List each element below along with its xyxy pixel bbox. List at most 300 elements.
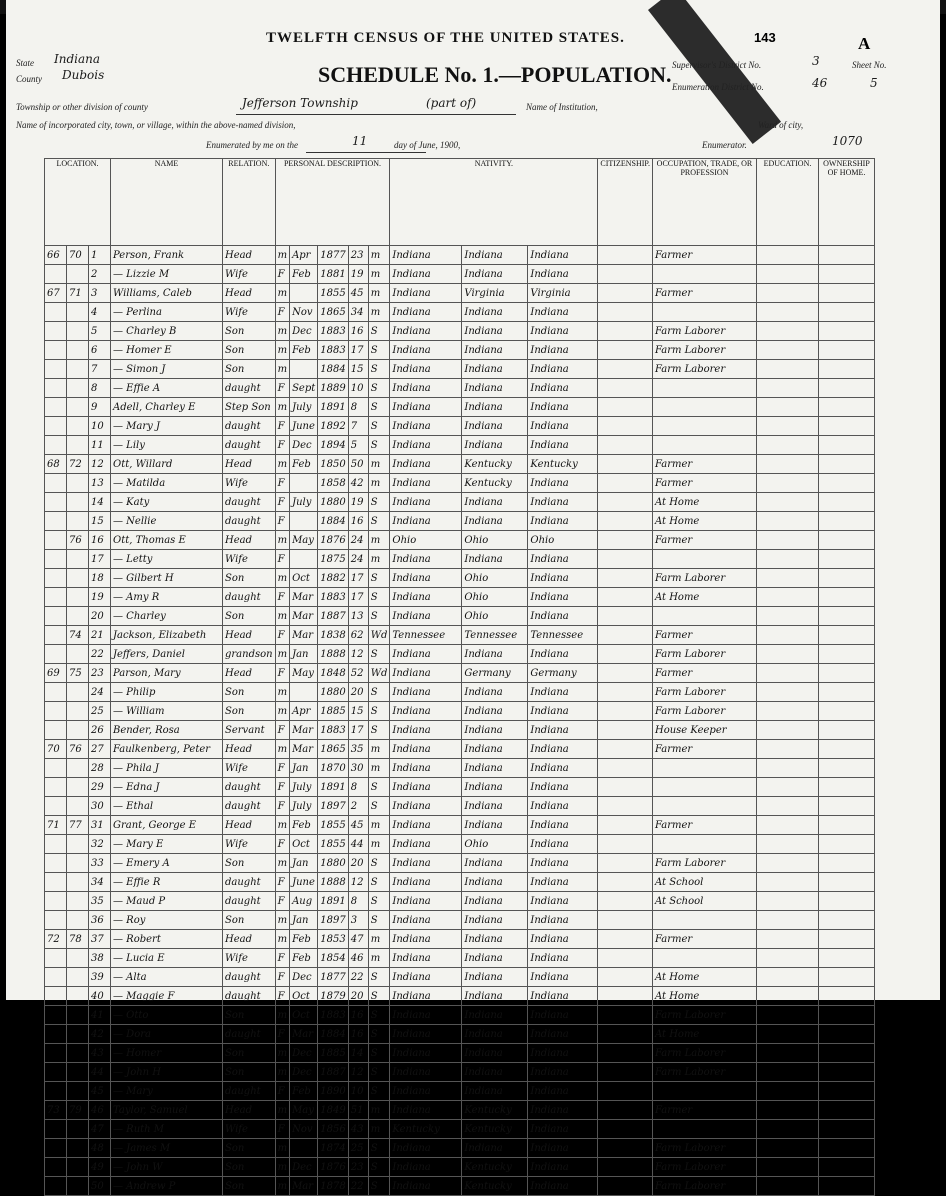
cell-mo: Mar [290,721,318,740]
cell-own [818,588,874,607]
cell-rel: daught [223,417,276,436]
ward-label: Ward of city, [758,120,804,130]
cell-occ [652,265,756,284]
cell-occ: At School [652,873,756,892]
cell-edu [756,1025,818,1044]
cell-mo: July [290,778,318,797]
cell-no: 26 [89,721,111,740]
cell-age: 15 [348,360,368,379]
cell-dw [45,797,67,816]
cell-fam [67,854,89,873]
cell-age: 16 [348,512,368,531]
table-row [45,854,875,873]
cell-sex: F [275,417,289,436]
cell-bp: Indiana [390,341,462,360]
table-row [45,1006,875,1025]
cell-mbp: Indiana [528,645,598,664]
cell-fbp: Indiana [462,436,528,455]
cell-rel: Head [223,930,276,949]
cell-edu [756,436,818,455]
cell-edu [756,835,818,854]
cell-edu [756,1082,818,1101]
cell-bp: Indiana [390,322,462,341]
cell-dw: 71 [45,816,67,835]
cell-no: 11 [89,436,111,455]
cell-age: 45 [348,816,368,835]
cell-sex: F [275,1025,289,1044]
cell-sex: F [275,797,289,816]
cell-fam [67,588,89,607]
cell-mbp: Germany [528,664,598,683]
cell-rel: Head [223,531,276,550]
cell-mo: Sept [290,379,318,398]
cell-age: 22 [348,1177,368,1196]
cell-rel: Wife [223,759,276,778]
cell-yr: 1884 [318,360,348,379]
cell-mo: Dec [290,1158,318,1177]
cell-yr: 1855 [318,835,348,854]
cell-fbp: Indiana [462,360,528,379]
header-education: EDUCATION. [756,159,818,246]
cell-bp: Indiana [390,1082,462,1101]
cell-own [818,455,874,474]
cell-ms: S [368,873,390,892]
cell-yr: 1879 [318,987,348,1006]
cell-name: Williams, Caleb [111,284,223,303]
cell-no: 47 [89,1120,111,1139]
cell-fbp: Tennessee [462,626,528,645]
cell-sex: F [275,493,289,512]
cell-fam [67,1082,89,1101]
cell-mbp: Indiana [528,1177,598,1196]
cell-sex: m [275,284,289,303]
cell-ms: S [368,1006,390,1025]
cell-mo: Feb [290,455,318,474]
cell-bp: Indiana [390,797,462,816]
cell-bp: Indiana [390,892,462,911]
cell-mo: Oct [290,1006,318,1025]
cell-fam [67,702,89,721]
cell-age: 52 [348,664,368,683]
cell-ms: m [368,265,390,284]
cell-edu [756,968,818,987]
header-personal: PERSONAL DESCRIPTION. [275,159,390,246]
table-row [45,531,875,550]
cell-mbp: Indiana [528,1063,598,1082]
cell-dw [45,626,67,645]
cell-fbp: Indiana [462,949,528,968]
cell-bp: Indiana [390,645,462,664]
cell-occ [652,398,756,417]
cell-bp: Indiana [390,1158,462,1177]
cell-mo [290,512,318,531]
cell-fam: 75 [67,664,89,683]
cell-bp: Indiana [390,512,462,531]
cell-own [818,436,874,455]
cell-no: 24 [89,683,111,702]
cell-mo: Dec [290,1044,318,1063]
cell-yr: 1887 [318,607,348,626]
cell-fam: 76 [67,740,89,759]
cell-occ: Farm Laborer [652,341,756,360]
corner-note: 1070 [832,134,863,148]
cell-sex: F [275,303,289,322]
cell-fbp: Indiana [462,379,528,398]
cell-rel: daught [223,968,276,987]
table-row [45,284,875,303]
cell-own [818,607,874,626]
cell-bp: Indiana [390,474,462,493]
cell-edu [756,1006,818,1025]
cell-mbp: Tennessee [528,626,598,645]
cell-edu [756,854,818,873]
cell-age: 15 [348,702,368,721]
cell-yr: 1875 [318,550,348,569]
cell-yr: 1887 [318,1063,348,1082]
cell-occ [652,835,756,854]
cell-rel: Son [223,854,276,873]
cell-own [818,968,874,987]
cell-mbp: Virginia [528,284,598,303]
cell-ms: m [368,930,390,949]
cell-occ: Farmer [652,816,756,835]
cell-bp: Indiana [390,1139,462,1158]
cell-name: — John W [111,1158,223,1177]
table-row [45,303,875,322]
cell-bp: Indiana [390,854,462,873]
cell-fbp: Indiana [462,341,528,360]
cell-occ: Farm Laborer [652,1063,756,1082]
cell-ms: S [368,1082,390,1101]
cell-bp: Indiana [390,246,462,265]
cell-occ [652,436,756,455]
cell-cit [598,683,653,702]
cell-cit [598,398,653,417]
cell-age: 19 [348,493,368,512]
cell-mo: Aug [290,892,318,911]
population-table [44,158,875,1196]
cell-age: 8 [348,398,368,417]
cell-no: 2 [89,265,111,284]
cell-yr: 1883 [318,721,348,740]
table-row [45,569,875,588]
cell-fam [67,474,89,493]
cell-mo: Feb [290,1082,318,1101]
cell-sex: F [275,892,289,911]
cell-ms: m [368,474,390,493]
table-row [45,588,875,607]
cell-dw [45,360,67,379]
table-row [45,341,875,360]
cell-name: — Simon J [111,360,223,379]
cell-no: 7 [89,360,111,379]
cell-bp: Indiana [390,1101,462,1120]
cell-occ: Farmer [652,474,756,493]
cell-no: 15 [89,512,111,531]
cell-fam [67,1025,89,1044]
cell-own [818,930,874,949]
cell-fbp: Indiana [462,1006,528,1025]
cell-ms: S [368,588,390,607]
city-label: Name of incorporated city, town, or village, within the above-named division, [16,120,296,130]
cell-mbp: Indiana [528,360,598,379]
cell-ms: S [368,360,390,379]
cell-ms: S [368,436,390,455]
county-label: County [16,74,42,84]
cell-sex: F [275,436,289,455]
table-row [45,1025,875,1044]
cell-fam [67,645,89,664]
cell-rel: daught [223,1082,276,1101]
cell-sex: F [275,778,289,797]
table-row [45,873,875,892]
cell-occ: Farmer [652,455,756,474]
cell-mo: Feb [290,949,318,968]
cell-mo: Dec [290,1063,318,1082]
cell-mbp: Indiana [528,987,598,1006]
cell-cit [598,284,653,303]
cell-mbp: Indiana [528,1101,598,1120]
cell-fbp: Indiana [462,759,528,778]
cell-bp: Indiana [390,987,462,1006]
cell-mo: Dec [290,968,318,987]
cell-no: 28 [89,759,111,778]
cell-fbp: Ohio [462,835,528,854]
cell-edu [756,512,818,531]
cell-cit [598,474,653,493]
cell-dw [45,379,67,398]
cell-ms: S [368,911,390,930]
cell-name: Faulkenberg, Peter [111,740,223,759]
cell-occ: Farm Laborer [652,645,756,664]
table-row [45,436,875,455]
cell-bp: Indiana [390,683,462,702]
table-row [45,417,875,436]
cell-ms: S [368,493,390,512]
census-sheet [6,0,940,1192]
cell-own [818,664,874,683]
cell-own [818,1158,874,1177]
cell-fbp: Ohio [462,607,528,626]
cell-yr: 1892 [318,417,348,436]
cell-ms: S [368,569,390,588]
cell-rel: Head [223,284,276,303]
cell-mbp: Indiana [528,1025,598,1044]
cell-rel: Son [223,360,276,379]
cell-sex: F [275,265,289,284]
cell-sex: F [275,379,289,398]
cell-own [818,626,874,645]
cell-occ [652,949,756,968]
cell-occ: At School [652,892,756,911]
cell-rel: Wife [223,1120,276,1139]
cell-yr: 1858 [318,474,348,493]
cell-dw [45,1025,67,1044]
cell-occ: At Home [652,968,756,987]
cell-mo: Jan [290,854,318,873]
cell-own [818,721,874,740]
cell-own [818,417,874,436]
table-body [45,246,875,1196]
cell-fam: 70 [67,246,89,265]
cell-name: — Dora [111,1025,223,1044]
cell-edu [756,379,818,398]
cell-mbp: Indiana [528,778,598,797]
cell-rel: Wife [223,303,276,322]
cell-cit [598,987,653,1006]
cell-yr: 1884 [318,1025,348,1044]
cell-age: 16 [348,1025,368,1044]
cell-sex: m [275,360,289,379]
cell-edu [756,455,818,474]
cell-mbp: Indiana [528,759,598,778]
cell-fbp: Indiana [462,911,528,930]
cell-fam [67,683,89,702]
cell-edu [756,284,818,303]
cell-age: 24 [348,531,368,550]
cell-cit [598,664,653,683]
cell-no: 43 [89,1044,111,1063]
cell-sex: m [275,683,289,702]
cell-edu [756,1101,818,1120]
cell-bp: Indiana [390,778,462,797]
cell-age: 51 [348,1101,368,1120]
cell-occ: Farm Laborer [652,322,756,341]
cell-age: 20 [348,854,368,873]
cell-yr: 1874 [318,1139,348,1158]
cell-sex: m [275,246,289,265]
cell-occ: Farmer [652,626,756,645]
cell-cit [598,911,653,930]
cell-name: — Matilda [111,474,223,493]
cell-mbp: Indiana [528,968,598,987]
cell-fbp: Kentucky [462,1177,528,1196]
cell-fam [67,949,89,968]
cell-fam [67,778,89,797]
cell-yr: 1854 [318,949,348,968]
cell-ms: S [368,968,390,987]
cell-sex: F [275,949,289,968]
cell-no: 4 [89,303,111,322]
cell-cit [598,816,653,835]
cell-dw [45,1139,67,1158]
cell-no: 31 [89,816,111,835]
institution-label: Name of Institution, [526,102,598,112]
cell-rel: Wife [223,265,276,284]
cell-fbp: Indiana [462,417,528,436]
table-row [45,455,875,474]
cell-cit [598,1006,653,1025]
cell-sex: F [275,588,289,607]
cell-no: 32 [89,835,111,854]
cell-rel: Son [223,607,276,626]
cell-no: 40 [89,987,111,1006]
cell-fam [67,1006,89,1025]
cell-fam [67,398,89,417]
cell-no: 37 [89,930,111,949]
cell-rel: Head [223,1101,276,1120]
header-nativity: NATIVITY. [390,159,598,246]
cell-occ [652,417,756,436]
cell-fam: 71 [67,284,89,303]
cell-mbp: Indiana [528,1044,598,1063]
cell-sex: m [275,702,289,721]
header-location: LOCATION. [45,159,111,246]
cell-sex: m [275,1139,289,1158]
cell-sex: m [275,1158,289,1177]
cell-occ [652,379,756,398]
cell-occ: Farm Laborer [652,1006,756,1025]
cell-no: 38 [89,949,111,968]
cell-mbp: Indiana [528,303,598,322]
cell-own [818,854,874,873]
table-row [45,740,875,759]
cell-name: — Ruth M [111,1120,223,1139]
cell-fbp: Germany [462,664,528,683]
cell-edu [756,1120,818,1139]
cell-yr: 1850 [318,455,348,474]
cell-fam [67,759,89,778]
cell-cit [598,246,653,265]
cell-edu [756,569,818,588]
cell-sex: m [275,1177,289,1196]
cell-fam: 79 [67,1101,89,1120]
cell-cit [598,417,653,436]
cell-fbp: Indiana [462,1044,528,1063]
cell-bp: Indiana [390,759,462,778]
cell-no: 49 [89,1158,111,1177]
cell-age: 8 [348,892,368,911]
cell-name: — William [111,702,223,721]
cell-mbp: Indiana [528,835,598,854]
table-row [45,968,875,987]
cell-no: 6 [89,341,111,360]
cell-bp: Indiana [390,360,462,379]
cell-sex: m [275,569,289,588]
cell-sex: m [275,531,289,550]
cell-occ: Farm Laborer [652,683,756,702]
cell-fbp: Indiana [462,930,528,949]
cell-fam [67,911,89,930]
cell-sex: m [275,1063,289,1082]
cell-edu [756,797,818,816]
cell-occ [652,1082,756,1101]
cell-name: — Gilbert H [111,569,223,588]
cell-own [818,892,874,911]
cell-name: Person, Frank [111,246,223,265]
cell-no: 20 [89,607,111,626]
cell-cit [598,702,653,721]
cell-sex: F [275,759,289,778]
cell-age: 62 [348,626,368,645]
cell-mo: Apr [290,702,318,721]
cell-age: 3 [348,911,368,930]
cell-cit [598,322,653,341]
cell-fam [67,1063,89,1082]
cell-ms: m [368,949,390,968]
enumeration-label: Enumeration District No. [672,82,764,92]
supervisor-value: 3 [812,54,820,68]
cell-mbp: Indiana [528,1082,598,1101]
cell-cit [598,930,653,949]
cell-mo: Jan [290,759,318,778]
cell-occ [652,607,756,626]
cell-mo: Feb [290,265,318,284]
table-row [45,1158,875,1177]
cell-cit [598,854,653,873]
cell-sex: m [275,1101,289,1120]
cell-mbp: Indiana [528,512,598,531]
